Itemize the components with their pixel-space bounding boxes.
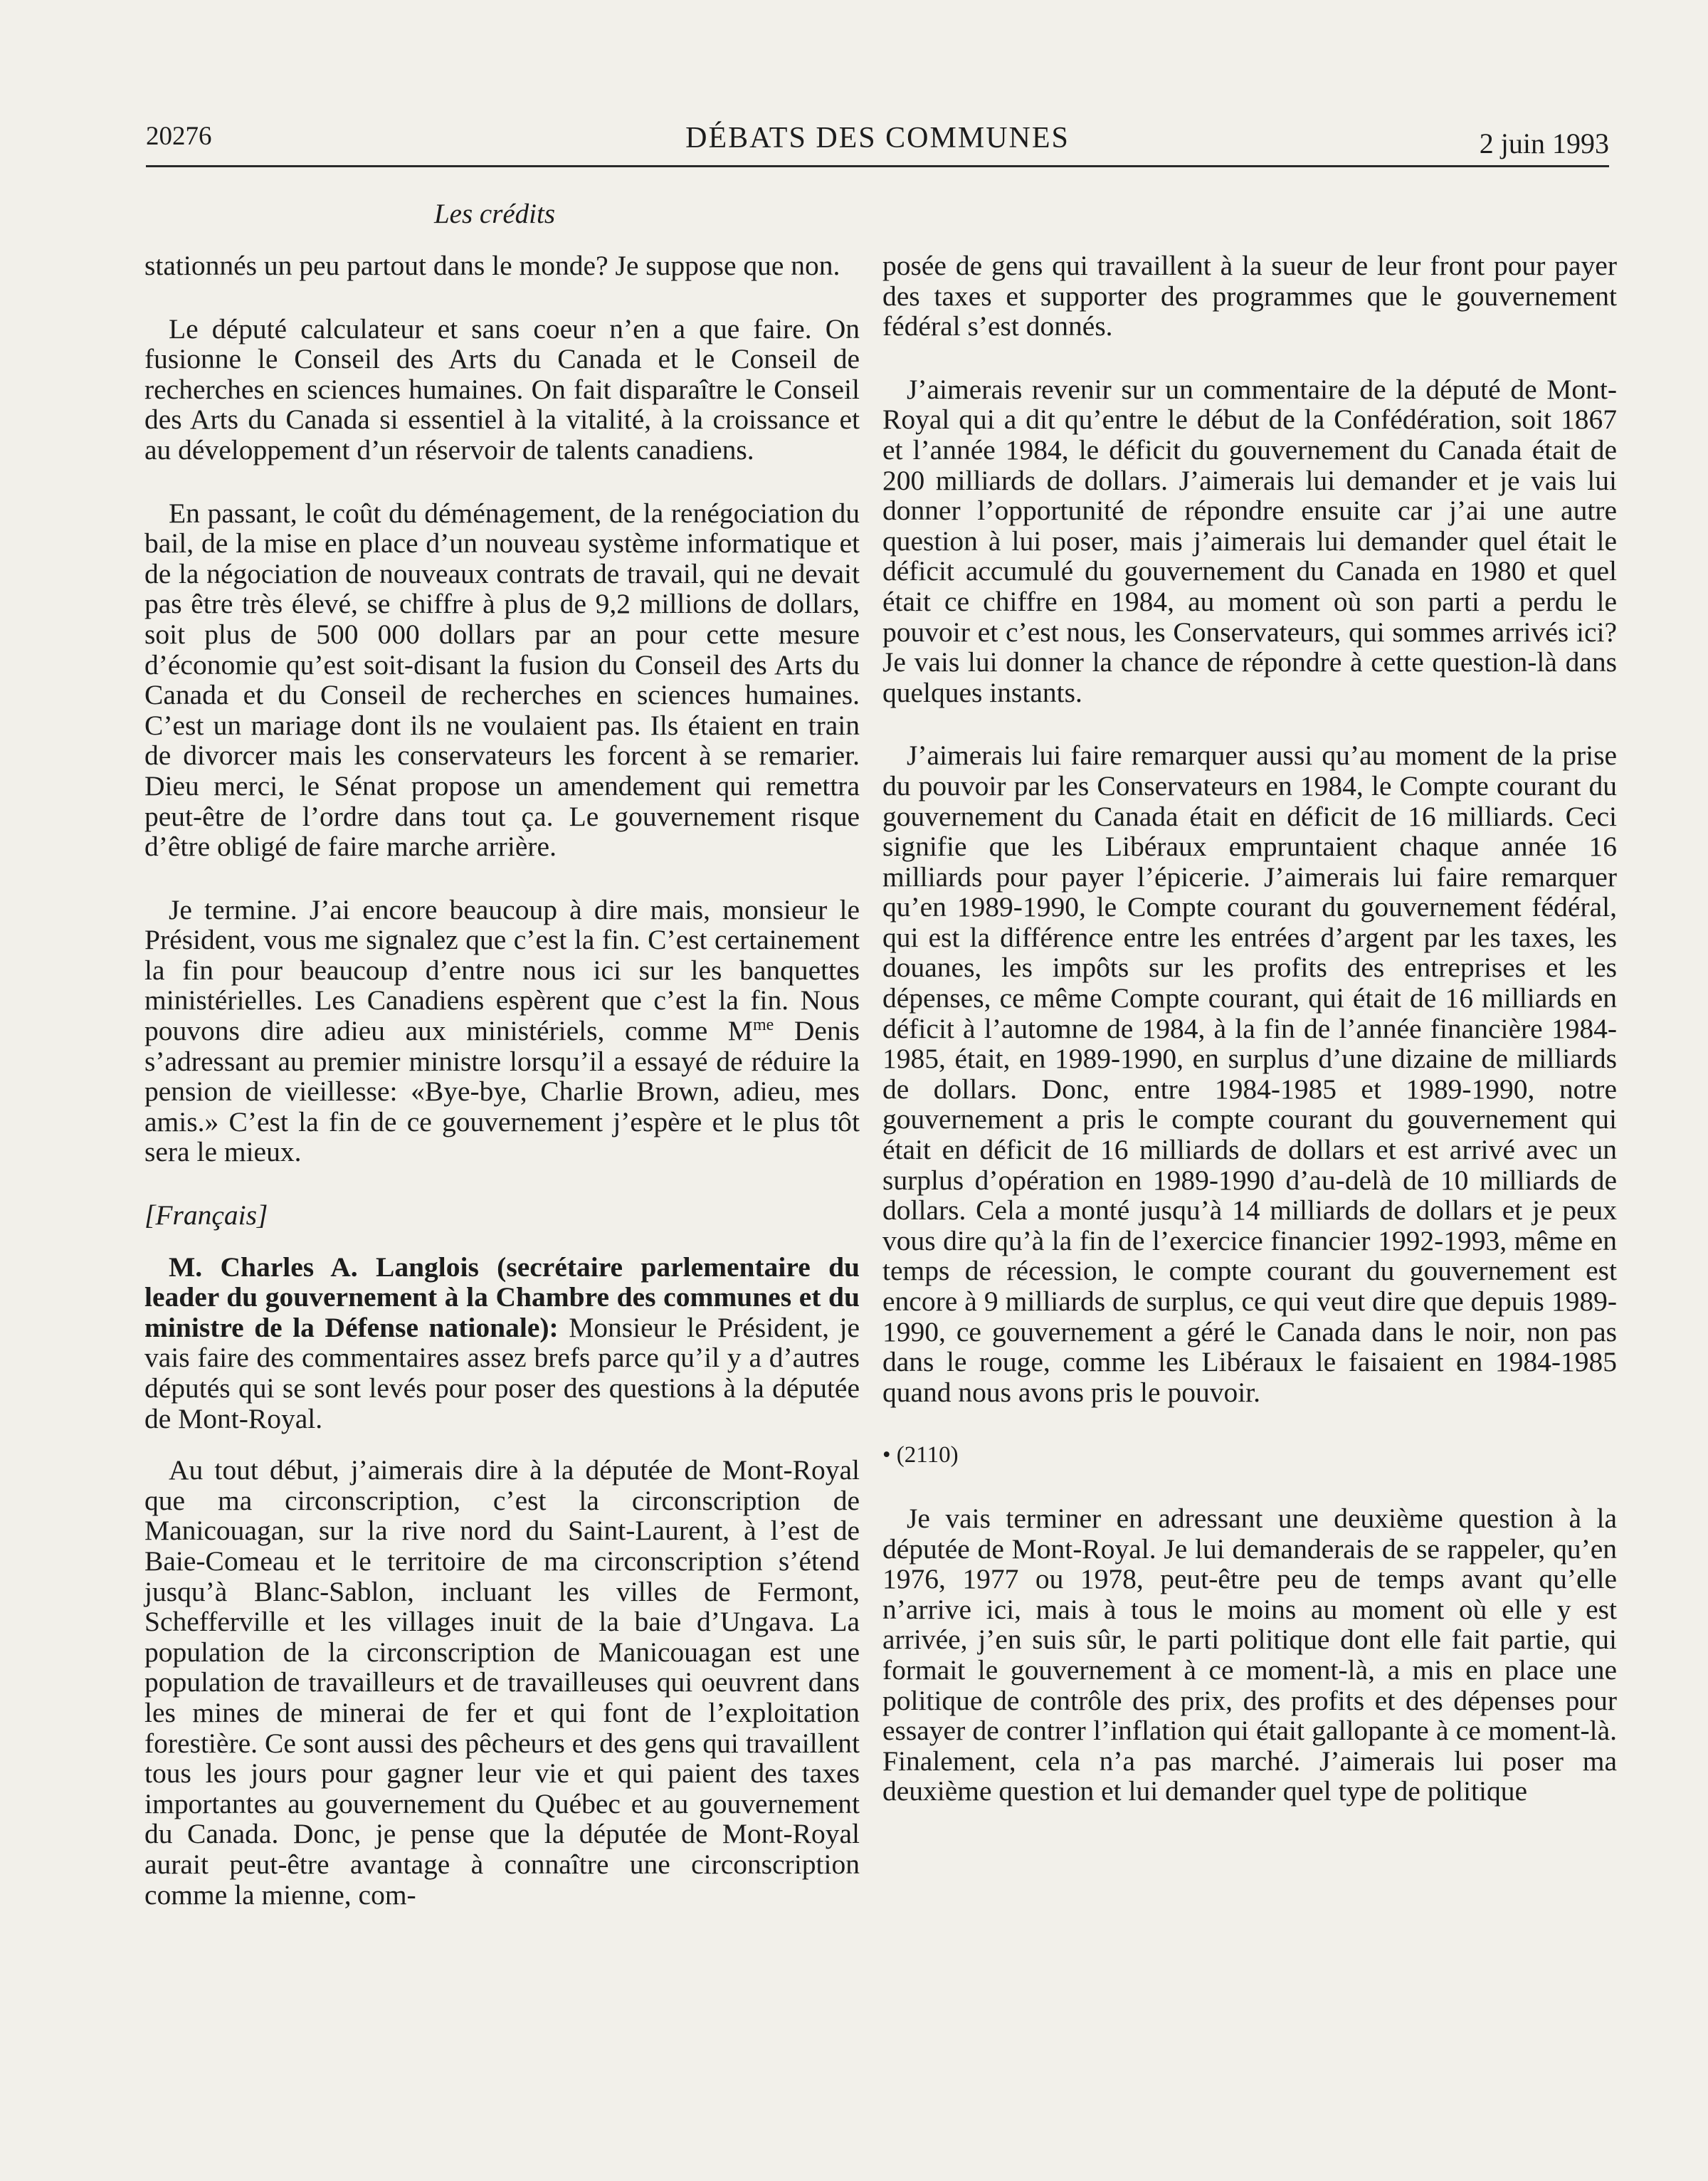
paragraph: Le député calculateur et sans coeur n’en a que faire. On fusionne le Conseil des Arts du Canada et le Conseil de recherches en sciences humaines. On fait disparaître le Conseil des Arts du Canada si essentiel à la vitalité, à la croissance et au développement d’un réservoir de talents canadiens. (144, 312, 860, 466)
paragraph: Au tout début, j’aimerais dire à la députée de Mont-Royal que ma circonscription, c’est la circonscription de Manicouagan, sur la rive nord du Saint-Laurent, à l’est de Baie-Comeau et le territoire de ma circonscription s’étend jusqu’à Blanc-Sablon, incluant les villes de Fermont, Schefferville et les villages inuit de la baie d’Ungava. La population de la circonscription de Manicouagan est une population de travailleurs et de travailleuses qui oeuvrent dans les mines de minerai de fer et qui font de l’exploitation forestière. Ce sont aussi des pêcheurs et des gens qui travaillent tous les jours pour gagner leur vie et qui paient des taxes importantes au gouvernement du Québec et au gouvernement du Canada. Donc, je pense que la députée de Mont-Royal aurait peut-être avantage à connaître une circonscription comme la mienne, com- (144, 1454, 860, 1911)
time-marker: • (2110) (882, 1442, 959, 1468)
speaker-name: M. Charles A. Langlois (secrétaire parlementaire du leader du gouvernement à la Chambre des communes et du ministre de la Défense nationale): (144, 1251, 860, 1343)
page-date: 2 juin 1993 (1479, 127, 1609, 159)
paragraph: En passant, le coût du déménagement, de la renégociation du bail, de la mise en place d’un nouveau système informatique et de la négociation de nouveaux contrats de travail, qui ne devait pas être très élevé, se chiffre à plus de 9,2 millions de dollars, soit plus de 500 000 dollars par an pour cette mesure d’économie qu’est soit-disant la fusion du Conseil des Arts du Canada et du Conseil de recherches en sciences humaines. C’est un mariage dont ils ne voulaient pas. Ils étaient en train de divorcer mais les conservateurs les forcent à se remarier. Dieu merci, le Sénat propose un amendement qui remettra peut-être de l’ordre dans tout ça. Le gouvernement risque d’être obligé de faire marche arrière. (144, 497, 860, 863)
paragraph: Je vais terminer en adressant une deuxième question à la députée de Mont-Royal. Je lui demanderais de se rappeler, qu’en 1976, 1977 ou 1978, peut-être peu de temps avant qu’elle n’arrive ici, mais à tous le moins au moment où elle y est arrivée, j’en suis sûr, le parti politique dont elle fait partie, qui formait le gouvernement à ce moment-là, a mis en place une politique de contrôle des prix, des profits et des dépenses pour essayer de contrer l’inflation qui était gallopante à ce moment-là. Finalement, cela n’a pas marché. J’aimerais lui poser ma deuxième question et lui demander quel type de politique (882, 1502, 1617, 1807)
language-tag-text: [Français] (144, 1199, 268, 1231)
page-header (146, 120, 1609, 162)
paragraph: stationnés un peu partout dans le monde? Je suppose que non. (144, 250, 840, 281)
paragraph: J’aimerais lui faire remarquer aussi qu’au moment de la prise du pouvoir par les Conservateurs en 1984, le Compte courant du gouvernement du Canada était en déficit de 16 milliards. Ceci signifie que les Libéraux empruntaient chaque année 16 milliards pour payer l’épicerie. J’aimerais lui faire remarquer qu’en 1989-1990, le Compte courant du gouvernement fédéral, qui est la différence entre les entrées d’argent par les taxes, les douanes, les impôts sur les profits des entreprises et les dépenses, ce même Compte courant, qui était de 16 milliards en déficit à l’automne de 1984, à la fin de l’année financière 1984-1985, était, en 1989-1990, en surplus d’une dizaine de milliards de dollars. Donc, entre 1984-1985 et 1989-1990, notre gouvernement a pris le compte courant du gouvernement qui était en déficit de 16 milliards de dollars et est arrivé avec un surplus d’opération en 1989-1990 d’au-delà de 10 milliards de dollars. Cela a monté jusqu’à 14 milliards de dollars et je peux vous dire qu’à la fin de l’exercice financier 1992-1993, même en temps de récession, le compte courant du gouvernement est encore à 9 milliards de surplus, ce qui veut dire que depuis 1989-1990, ce gouvernement a géré le Canada dans le noir, non pas dans le rouge, comme les Libéraux le faisaient en 1984-1985 quand nous avons pris le pouvoir. (882, 740, 1617, 1408)
language-tag (144, 1200, 860, 1231)
section-title: Les crédits (433, 199, 556, 229)
paragraph-text: Monsieur le Président, je vais faire des commentaires assez brefs parce qu’il y a d’autres députés qui se sont levés pour poser des questions à la députée de Mont-Royal. (144, 1311, 860, 1434)
paragraph-text: Je termine. J’ai encore beaucoup à dire mais, monsieur le Président, vous me signalez que c’est la fin. C’est certainement la fin pour beaucoup d’entre nous ici sur les banquettes ministérielles. Les Canadiens espèrent que c’est la fin. Nous pouvons dire adieu aux ministériels, comme M (144, 893, 860, 1047)
publication-title: DÉBATS DES COMMUNES (685, 122, 1070, 154)
page-number: 20276 (146, 122, 212, 151)
paragraph: J’aimerais revenir sur un commentaire de la député de Mont-Royal qui a dit qu’entre le début de la Confédération, soit 1867 et l’année 1984, le déficit du gouvernement du Canada était de 200 milliards de dollars. J’aimerais lui demander et je vais lui donner l’opportunité de répondre ensuite car j’ai une autre question à lui poser, mais j’aimerais lui demander quel était le déficit accumulé du gouvernement du Canada en 1980 et quel était ce chiffre en 1984, au moment où son parti a perdu le pouvoir et c’est nous, les Conservateurs, qui sommes arrivés ici? Je vais lui donner la chance de répondre à cette question-là dans quelques instants. (882, 373, 1617, 708)
paragraph (144, 1252, 860, 1434)
superscript: me (752, 1015, 774, 1034)
right-column (882, 251, 1617, 1807)
left-column (144, 251, 860, 1910)
paragraph-text: Denis s’adressant au premier ministre lorsqu’il a essayé de réduire la pension de vieillesse: «Bye-bye, Charlie Brown, adieu, mes amis.» C’est la fin de ce gouvernement j’espère et le plus tôt sera le mieux. (144, 1015, 860, 1168)
paragraph: posée de gens qui travaillent à la sueur de leur front pour payer des taxes et supporter des programmes que le gouvernement fédéral s’est donnés. (882, 250, 1617, 342)
header-rule (146, 165, 1609, 167)
paragraph (144, 895, 860, 1167)
